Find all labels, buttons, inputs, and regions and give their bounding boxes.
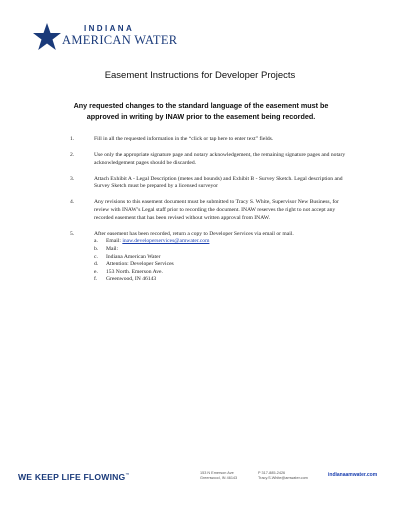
page-title: Easement Instructions for Developer Projects [104,70,296,81]
footer-address: 153 N Emerson Ave Greenwood, IN 46143 [200,471,238,481]
footer-slogan: WE KEEP LIFE FLOWING™ [18,472,130,482]
item-text: Fill in all the requested information in the “click or tap here to enter text” fields. [94,136,274,142]
sub-item-company: c. Indiana American Water [94,253,161,260]
sub-item-city: f. Greenwood, IN 46143 [94,276,157,283]
logo-line-2: AMERICAN WATER [62,33,178,47]
warning-notice: Any requested changes to the standard language of the easement must be approved in writing by INAW prior to the easement being recorded. [73,101,329,121]
item-text: Use only the appropriate signature page and notary acknowledgement, the remaining signature pages and notary acknowledgement pages should be discarded. [94,152,346,166]
sub-item-street: e. 153 North. Emerson Ave. [94,268,163,275]
item-number: 5. [70,230,75,237]
list-item [70,136,350,144]
item-number: 4. [70,199,75,206]
list-item [70,152,350,167]
item-number: 1. [70,136,75,142]
item-text: Attach Exhibit A - Legal Description (metes and bounds) and Exhibit B - Survey Sketch. Legal description and Survey Sketch must be prepared by a licensed surveyor [94,175,343,190]
list-item [70,199,350,222]
sub-item-mail: b. Mail: [94,245,119,252]
star-icon [32,22,62,52]
item-number: 2. [70,152,75,159]
list-item [70,231,350,284]
sub-item-attention: d. Attention: Developer Services [94,261,174,268]
email-link[interactable]: inaw.developerservices@amwater.com [122,238,210,245]
company-logo [32,22,178,56]
item-text: Any revisions to this easement document must be submitted to Tracy S. White, Supervisor New Business, for review with INAW’s Legal staff prior to recording the document. INAW reserves the right to not accept any recorded easement that has been revised without written approval from INAW. [94,199,339,221]
item-number: 3. [70,175,75,182]
footer-contact: P 317-885-2426 Tracy.S.White@amwater.com [258,471,308,481]
sub-item-email: a. Email: inaw.developerservices@amwater.com [94,238,210,245]
list-item [70,176,350,191]
footer-website-link[interactable]: indianaamwater.com [328,472,378,478]
instructions-list [70,136,350,292]
item-text: After easement has been recorded, return a copy to Developer Services via email or mail. [94,230,294,237]
logo-line-1: INDIANA [84,24,135,33]
